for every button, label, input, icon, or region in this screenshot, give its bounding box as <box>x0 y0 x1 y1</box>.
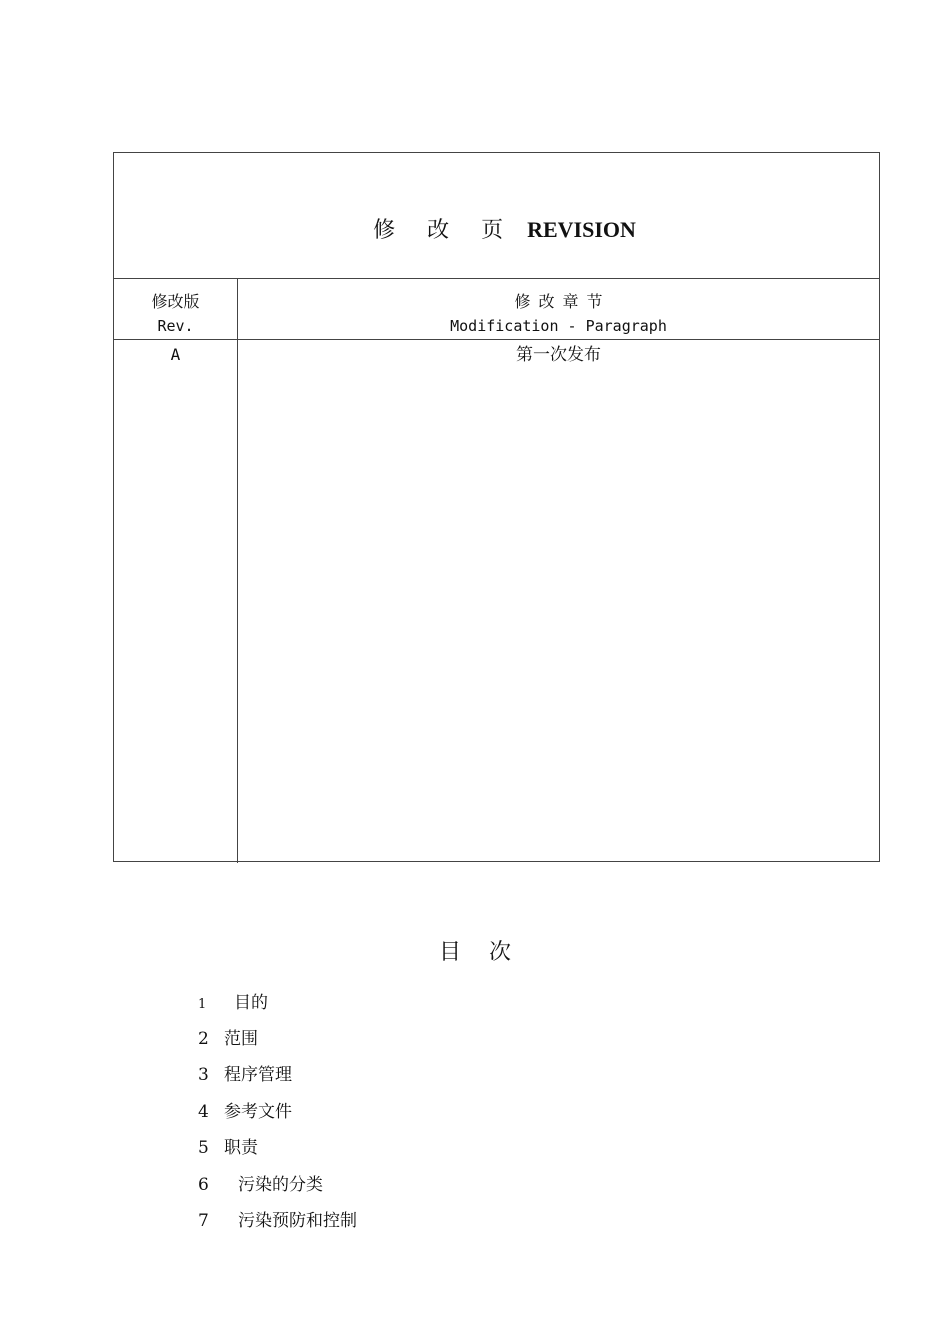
toc-item-number: 7 <box>198 1211 209 1231</box>
header-modification-en: Modification - Paragraph <box>450 317 667 335</box>
revision-table <box>113 152 880 862</box>
header-rev-cell <box>114 289 237 339</box>
toc-item[interactable] <box>198 1027 258 1051</box>
toc-item-label: 范围 <box>224 1029 258 1049</box>
toc-item-label: 污染的分类 <box>238 1175 323 1195</box>
header-rev-en: Rev. <box>157 317 194 335</box>
toc-item[interactable] <box>198 1136 258 1160</box>
revision-title-cn: 修 改 页 <box>373 218 504 243</box>
row-rev-value: A <box>170 345 181 364</box>
header-rev-cn: 修改版 <box>151 292 200 311</box>
toc-item-number: 4 <box>198 1102 209 1122</box>
toc-item[interactable] <box>198 1100 292 1124</box>
toc-item-label: 污染预防和控制 <box>238 1211 357 1231</box>
toc-item-number: 1 <box>198 997 207 1012</box>
toc-item-label: 参考文件 <box>224 1102 292 1122</box>
toc-item-label: 目的 <box>234 993 268 1013</box>
row-modification-value: 第一次发布 <box>516 345 601 365</box>
toc-item[interactable] <box>198 1209 357 1233</box>
revision-title-en: REVISION <box>527 217 636 242</box>
header-modification-cn: 修 改 章 节 <box>514 292 603 311</box>
toc-item[interactable] <box>198 991 268 1017</box>
toc-item-label: 程序管理 <box>224 1065 292 1085</box>
header-modification-cell <box>238 289 879 339</box>
toc-item-number: 2 <box>198 1029 209 1049</box>
toc-title: 目 次 <box>438 940 512 965</box>
toc-item[interactable] <box>198 1173 323 1197</box>
toc-item-number: 5 <box>198 1138 209 1158</box>
toc-item-label: 职责 <box>224 1138 258 1158</box>
revision-title-row <box>114 153 879 279</box>
revision-header-row <box>114 279 879 340</box>
toc-item[interactable] <box>198 1063 292 1087</box>
revision-title <box>114 213 879 248</box>
toc-item-number: 6 <box>198 1175 209 1195</box>
toc-item-number: 3 <box>198 1065 209 1085</box>
